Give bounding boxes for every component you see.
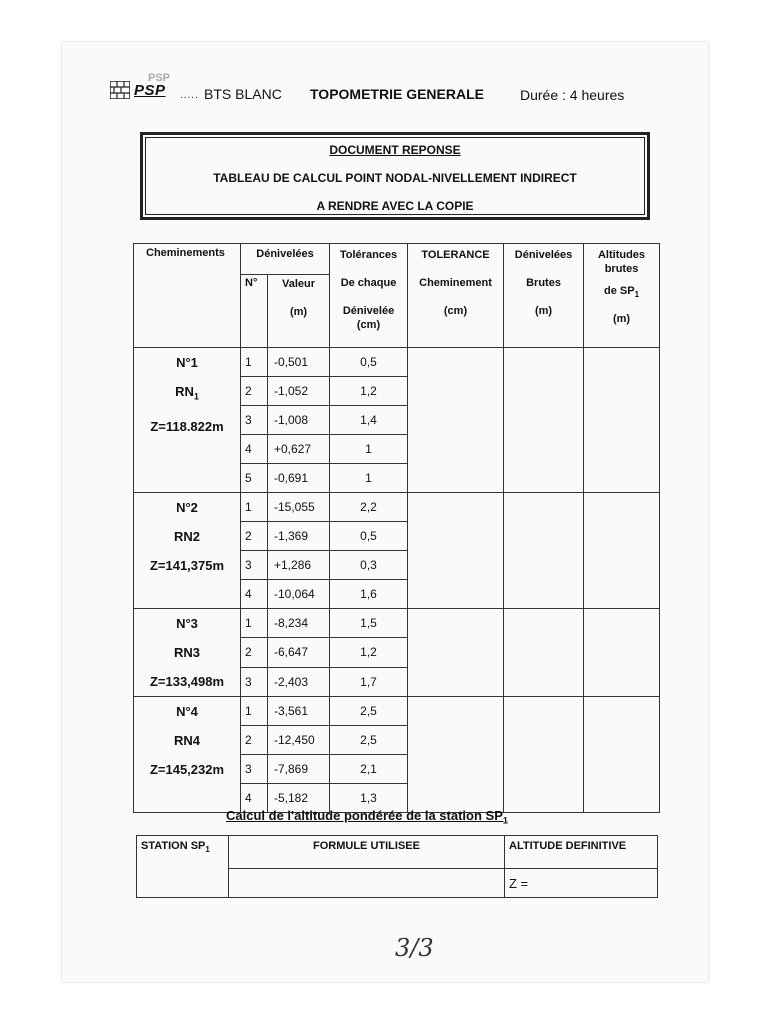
page-number: 3/3 xyxy=(395,934,434,962)
denivelee-tolerance: 1,7 xyxy=(330,667,408,696)
subject-title: TOPOMETRIE GENERALE xyxy=(310,86,484,102)
denivelee-tolerance: 1,4 xyxy=(330,406,408,435)
table-row xyxy=(134,609,660,638)
denivelee-brute-cell[interactable] xyxy=(504,609,584,697)
cheminement-number: N°4 xyxy=(176,704,198,719)
altitude-brute-cell[interactable] xyxy=(584,609,660,697)
cheminement-cell xyxy=(134,348,241,493)
denivelee-value: -6,647 xyxy=(268,638,330,667)
denivelee-number: 5 xyxy=(241,464,268,493)
header-denivelees-brutes: Dénivelées Brutes (m) xyxy=(504,244,584,348)
denivelee-tolerance: 1,3 xyxy=(330,784,408,813)
altitude-brute-cell[interactable] xyxy=(584,697,660,813)
denivelee-number: 3 xyxy=(241,406,268,435)
denivelee-value: -1,369 xyxy=(268,522,330,551)
denivelee-value: -8,234 xyxy=(268,609,330,638)
cheminement-number: N°3 xyxy=(176,616,198,631)
denivelee-brute-cell[interactable] xyxy=(504,697,584,813)
cheminement-number: N°1 xyxy=(176,355,198,370)
denivelee-tolerance: 1 xyxy=(330,435,408,464)
denivelee-value: -1,008 xyxy=(268,406,330,435)
denivelee-tolerance: 1,2 xyxy=(330,638,408,667)
station-header: STATION $SP_1$ xyxy=(137,836,229,898)
denivelee-tolerance: 2,2 xyxy=(330,493,408,522)
header-num: N° xyxy=(241,275,268,348)
denivelee-number: 3 xyxy=(241,755,268,784)
cheminement-cell xyxy=(134,493,241,609)
altitude-brute-cell[interactable] xyxy=(584,493,660,609)
header-altitudes-brutes: Altitudes brutes de $SP_1$ (m) xyxy=(584,244,660,348)
z-label: Z = xyxy=(509,875,529,891)
cheminement-altitude: Z=141,375m xyxy=(149,558,225,573)
doc-instruction: A RENDRE AVEC LA COPIE xyxy=(316,199,474,213)
denivelee-number: 2 xyxy=(241,522,268,551)
denivelee-tolerance: 1 xyxy=(330,464,408,493)
header-valeur: Valeur (m) xyxy=(268,275,330,348)
denivelee-number: 4 xyxy=(241,784,268,813)
cheminement-rn: $RN_1$ xyxy=(175,384,199,402)
exam-duration: Durée : 4 heures xyxy=(520,87,625,103)
altitude-input[interactable] xyxy=(505,869,658,898)
cheminement-cell xyxy=(134,609,241,697)
denivelee-tolerance: 0,5 xyxy=(330,522,408,551)
denivelee-number: 4 xyxy=(241,435,268,464)
denivelee-brute-cell[interactable] xyxy=(504,493,584,609)
tolerance-cheminement-cell[interactable] xyxy=(408,493,504,609)
tolerance-cheminement-cell[interactable] xyxy=(408,697,504,813)
header-cheminements: Cheminements xyxy=(134,244,241,348)
denivelee-value: -5,182 xyxy=(268,784,330,813)
denivelee-value: -0,691 xyxy=(268,464,330,493)
page-header xyxy=(110,72,650,108)
cheminement-number: N°2 xyxy=(176,500,198,515)
denivelee-value: -1,052 xyxy=(268,377,330,406)
table-row xyxy=(134,493,660,522)
doc-title: DOCUMENT REPONSE xyxy=(329,143,461,157)
denivelee-number: 1 xyxy=(241,493,268,522)
denivelee-value: -0,501 xyxy=(268,348,330,377)
formula-input[interactable] xyxy=(229,869,505,898)
denivelee-number: 4 xyxy=(241,580,268,609)
document-title-box xyxy=(140,132,650,220)
logo-ghost-text: PSP xyxy=(148,72,171,84)
header-denivelees: Dénivelées xyxy=(241,244,330,275)
denivelee-number: 2 xyxy=(241,377,268,406)
logo-text: PSP xyxy=(134,82,166,99)
denivelee-value: -3,561 xyxy=(268,697,330,726)
denivelee-number: 3 xyxy=(241,551,268,580)
denivelee-number: 3 xyxy=(241,667,268,696)
cheminement-rn: RN2 xyxy=(173,529,200,544)
exam-name: BTS BLANC xyxy=(204,86,282,102)
denivelee-number: 2 xyxy=(241,638,268,667)
denivelee-tolerance: 2,5 xyxy=(330,726,408,755)
weighted-altitude-table xyxy=(136,835,658,898)
denivelee-tolerance: 1,5 xyxy=(330,609,408,638)
denivelee-tolerance: 0,3 xyxy=(330,551,408,580)
denivelee-tolerance: 2,1 xyxy=(330,755,408,784)
tolerance-cheminement-cell[interactable] xyxy=(408,348,504,493)
denivelee-tolerance: 1,6 xyxy=(330,580,408,609)
denivelee-number: 1 xyxy=(241,348,268,377)
calc-section-title: Calcul de l'altitude pondérée de la station $SP_1$ xyxy=(226,808,508,826)
altitude-header: ALTITUDE DEFINITIVE xyxy=(505,836,658,869)
denivelee-value: -2,403 xyxy=(268,667,330,696)
logo-dots: ..... xyxy=(180,90,199,101)
cheminement-altitude: Z=118.822m xyxy=(150,418,224,434)
denivelee-brute-cell[interactable] xyxy=(504,348,584,493)
denivelee-value: -7,869 xyxy=(268,755,330,784)
header-tolerances: Tolérances De chaque Dénivelée (cm) xyxy=(330,244,408,348)
table-row xyxy=(134,348,660,377)
table-row xyxy=(134,697,660,726)
denivelee-value: +0,627 xyxy=(268,435,330,464)
denivelee-number: 2 xyxy=(241,726,268,755)
tolerance-cheminement-cell[interactable] xyxy=(408,609,504,697)
cheminement-altitude: Z=145,232m xyxy=(149,762,225,777)
formula-header: FORMULE UTILISEE xyxy=(229,836,505,869)
denivelee-number: 1 xyxy=(241,609,268,638)
cheminement-rn: RN4 xyxy=(173,733,200,748)
denivelee-value: -12,450 xyxy=(268,726,330,755)
denivelee-tolerance: 2,5 xyxy=(330,697,408,726)
denivelee-value: -15,055 xyxy=(268,493,330,522)
denivelee-number: 1 xyxy=(241,697,268,726)
altitude-brute-cell[interactable] xyxy=(584,348,660,493)
denivelee-tolerance: 0,5 xyxy=(330,348,408,377)
doc-subtitle: TABLEAU DE CALCUL POINT NODAL-NIVELLEMENT INDIRECT xyxy=(213,171,577,185)
cheminement-altitude: Z=133,498m xyxy=(149,674,225,689)
brick-logo-icon xyxy=(110,81,130,99)
calculation-table xyxy=(133,243,660,813)
denivelee-value: +1,286 xyxy=(268,551,330,580)
cheminement-rn: RN3 xyxy=(173,645,200,660)
denivelee-value: -10,064 xyxy=(268,580,330,609)
cheminement-cell xyxy=(134,697,241,813)
denivelee-tolerance: 1,2 xyxy=(330,377,408,406)
header-tolerance-cheminement: TOLERANCE Cheminement (cm) xyxy=(408,244,504,348)
